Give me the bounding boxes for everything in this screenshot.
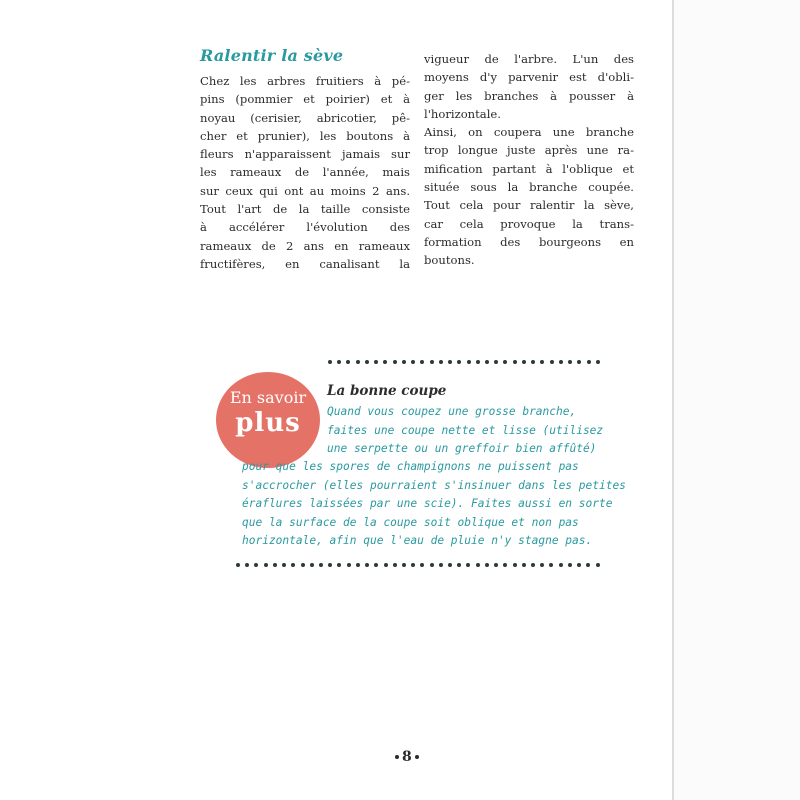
divider-dot bbox=[476, 360, 480, 364]
divider-dot bbox=[522, 360, 526, 364]
divider-dot bbox=[273, 563, 277, 567]
badge-line-1: En savoir bbox=[229, 388, 307, 407]
divider-dot bbox=[420, 360, 424, 364]
divider-dot bbox=[577, 563, 581, 567]
divider-dot bbox=[420, 563, 424, 567]
divider-dot bbox=[596, 360, 600, 364]
divider-dot bbox=[485, 563, 489, 567]
text-line: sur ceux qui ont au moins 2 ans. bbox=[200, 183, 410, 198]
text-line: Ainsi, on coupera une branche bbox=[424, 125, 634, 140]
divider-dot bbox=[337, 563, 341, 567]
divider-dot bbox=[540, 563, 544, 567]
text-line: moyens d'y parvenir est d'obli- bbox=[424, 70, 634, 85]
divider-dot bbox=[337, 360, 341, 364]
divider-dot bbox=[476, 563, 480, 567]
divider-dot bbox=[568, 563, 572, 567]
divider-dot bbox=[282, 563, 286, 567]
divider-dot bbox=[374, 360, 378, 364]
box-text-full bbox=[242, 458, 626, 551]
divider-dot bbox=[531, 563, 535, 567]
box-title: La bonne coupe bbox=[327, 383, 447, 399]
divider-dot bbox=[513, 563, 517, 567]
divider-dot bbox=[236, 563, 240, 567]
dot-icon bbox=[395, 755, 399, 759]
divider-dot bbox=[328, 563, 332, 567]
text-line: noyau (cerisier, abricotier, pê- bbox=[200, 110, 410, 125]
dotted-divider-top bbox=[328, 358, 600, 366]
divider-dot bbox=[457, 563, 461, 567]
divider-dot bbox=[494, 360, 498, 364]
divider-dot bbox=[513, 360, 517, 364]
divider-dot bbox=[347, 563, 351, 567]
badge-line-2: plus bbox=[235, 408, 301, 438]
divider-dot bbox=[346, 360, 350, 364]
text-line: à accélérer l'évolution des bbox=[200, 220, 410, 235]
text-column-left bbox=[200, 72, 410, 273]
divider-dot bbox=[448, 563, 452, 567]
divider-dot bbox=[374, 563, 378, 567]
text-line: fleurs n'apparaissent jamais sur bbox=[200, 147, 410, 162]
divider-dot bbox=[383, 360, 387, 364]
text-line: mification partant à l'oblique et bbox=[424, 161, 634, 176]
divider-dot bbox=[402, 563, 406, 567]
divider-dot bbox=[568, 360, 572, 364]
divider-dot bbox=[264, 563, 268, 567]
divider-dot bbox=[503, 360, 507, 364]
divider-dot bbox=[356, 563, 360, 567]
divider-dot bbox=[485, 360, 489, 364]
page-number-value: 8 bbox=[402, 749, 412, 765]
divider-dot bbox=[531, 360, 535, 364]
divider-dot bbox=[301, 563, 305, 567]
text-line: boutons. bbox=[424, 253, 475, 268]
divider-dot bbox=[439, 563, 443, 567]
divider-dot bbox=[466, 563, 470, 567]
text-line: les rameaux de l'année, mais bbox=[200, 165, 410, 180]
divider-dot bbox=[559, 360, 563, 364]
text-column-right bbox=[424, 50, 634, 270]
divider-dot bbox=[550, 360, 554, 364]
text-line: car cela provoque la trans- bbox=[424, 216, 634, 231]
text-line: ger les branches à pousser à bbox=[424, 88, 634, 103]
divider-dot bbox=[393, 360, 397, 364]
text-line: formation des bourgeons en bbox=[424, 234, 634, 249]
divider-dot bbox=[365, 563, 369, 567]
divider-dot bbox=[430, 360, 434, 364]
text-line: Tout cela pour ralentir la sève, bbox=[424, 198, 634, 213]
divider-dot bbox=[245, 563, 249, 567]
divider-dot bbox=[559, 563, 563, 567]
text-line: pins (pommier et poirier) et à bbox=[200, 92, 410, 107]
divider-dot bbox=[310, 563, 314, 567]
box-line: s'accrocher (elles pourraient s'insinuer dans les petites bbox=[242, 478, 626, 492]
divider-dot bbox=[448, 360, 452, 364]
divider-dot bbox=[467, 360, 471, 364]
text-line: trop longue juste après une ra- bbox=[424, 143, 634, 158]
divider-dot bbox=[254, 563, 258, 567]
divider-dot bbox=[503, 563, 507, 567]
text-line: cher et prunier), les boutons à bbox=[200, 128, 410, 143]
text-line: Tout l'art de la taille consiste bbox=[200, 202, 410, 217]
divider-dot bbox=[402, 360, 406, 364]
box-line: faites une coupe nette et lisse (utilisez bbox=[327, 423, 604, 437]
text-line: située sous la branche coupée. bbox=[424, 180, 634, 195]
divider-dot bbox=[549, 563, 553, 567]
divider-dot bbox=[439, 360, 443, 364]
dotted-divider-bottom bbox=[236, 561, 600, 569]
box-line: Quand vous coupez une grosse branche, bbox=[327, 405, 577, 418]
divider-dot bbox=[540, 360, 544, 364]
divider-dot bbox=[522, 563, 526, 567]
divider-dot bbox=[587, 360, 591, 364]
divider-dot bbox=[356, 360, 360, 364]
divider-dot bbox=[457, 360, 461, 364]
divider-dot bbox=[577, 360, 581, 364]
divider-dot bbox=[494, 563, 498, 567]
en-savoir-plus-badge bbox=[216, 372, 320, 468]
divider-dot bbox=[586, 563, 590, 567]
text-line: vigueur de l'arbre. L'un des bbox=[424, 52, 634, 66]
divider-dot bbox=[319, 563, 323, 567]
text-line: rameaux de 2 ans en rameaux bbox=[200, 238, 410, 253]
divider-dot bbox=[328, 360, 332, 364]
box-text-indented bbox=[327, 403, 603, 459]
divider-dot bbox=[384, 563, 388, 567]
divider-dot bbox=[430, 563, 434, 567]
box-line: horizontale, afin que l'eau de pluie n'y stagne pas. bbox=[242, 534, 593, 547]
page-number bbox=[392, 749, 422, 765]
divider-dot bbox=[596, 563, 600, 567]
text-line: fructifères, en canalisant la bbox=[200, 256, 410, 271]
section-title: Ralentir la sève bbox=[200, 46, 344, 65]
box-line: que la surface de la coupe soit oblique et non pas bbox=[242, 515, 579, 529]
box-line: éraflures laissées par une scie). Faites aussi en sorte bbox=[242, 497, 613, 510]
dot-icon bbox=[415, 755, 419, 759]
text-line: l'horizontale. bbox=[424, 106, 501, 121]
box-line: une serpette ou un greffoir bien affûté) bbox=[327, 442, 597, 455]
box-line: pour que les spores de champignons ne puissent pas bbox=[242, 460, 579, 473]
facing-page-margin bbox=[674, 0, 800, 800]
divider-dot bbox=[365, 360, 369, 364]
text-line: Chez les arbres fruitiers à pé- bbox=[200, 74, 410, 88]
divider-dot bbox=[393, 563, 397, 567]
divider-dot bbox=[291, 563, 295, 567]
divider-dot bbox=[411, 360, 415, 364]
divider-dot bbox=[411, 563, 415, 567]
